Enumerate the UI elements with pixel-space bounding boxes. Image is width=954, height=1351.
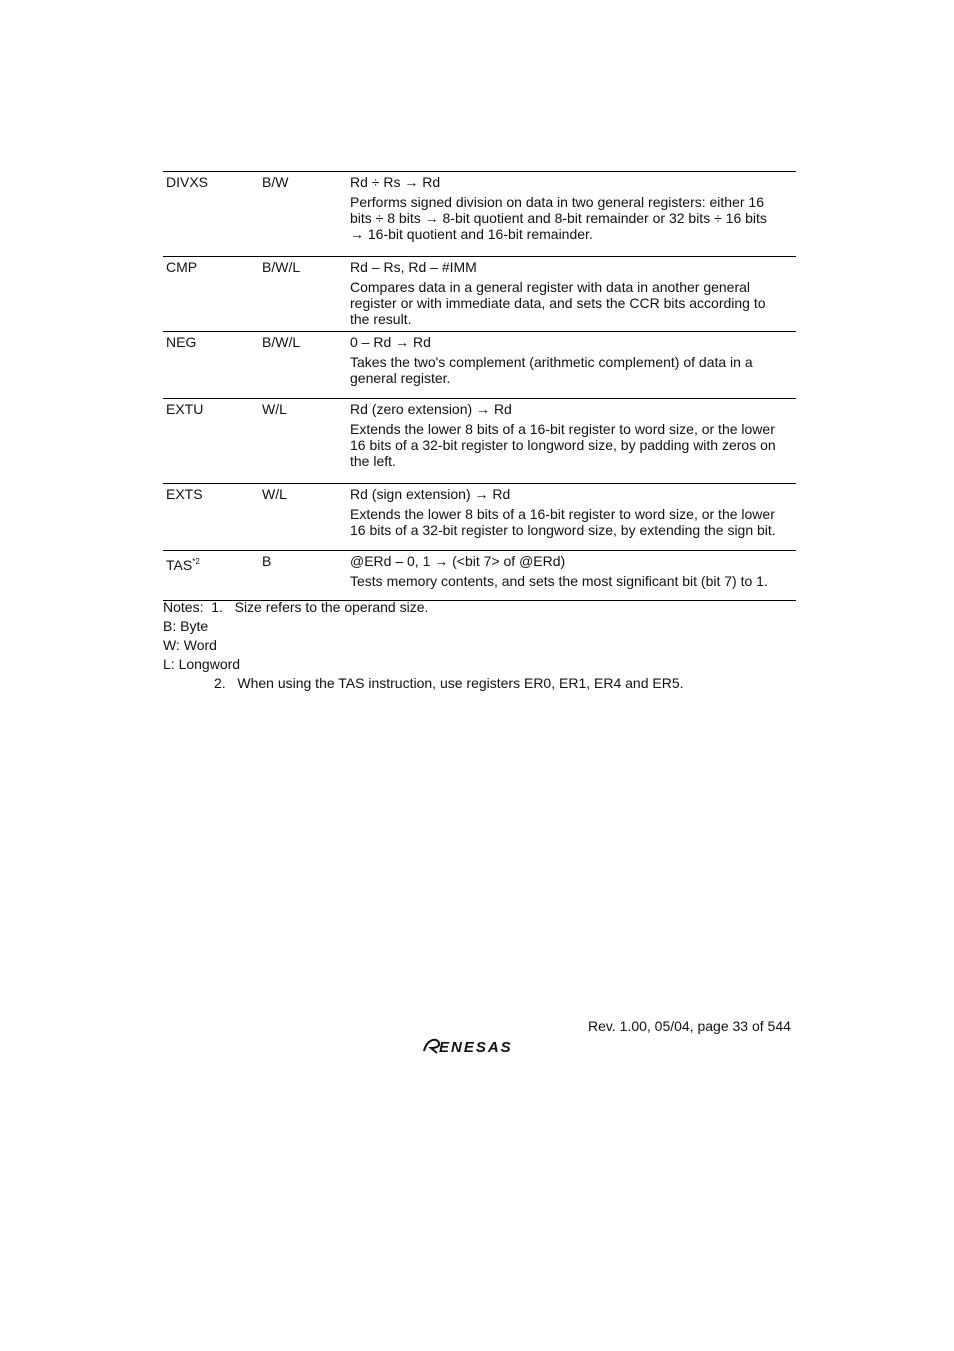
description-line: Takes the two's complement (arithmetic complement) of data in a [350,354,753,370]
mnemonic-text: TAS [166,557,193,573]
description-line: Tests memory contents, and sets the most significant bit (bit 7) to 1. [350,573,768,589]
mnemonic-cell [166,551,200,574]
description-line: → 16-bit quotient and 16-bit remainder. [350,226,593,242]
notes-label: Notes: [163,599,204,615]
svg-text:ENESAS: ENESAS [439,1039,513,1056]
description-text [350,354,796,386]
size-cell: W/L [262,401,287,417]
description-line: 16 bits of a 32-bit register to longword size, by padding with zeros on [350,437,776,453]
mnemonic-cell: EXTS [166,486,203,502]
description-line: Performs signed division on data in two general registers: either 16 [350,194,764,210]
table-row [163,172,796,256]
size-cell: W/L [262,486,287,502]
size-cell: B/W/L [262,334,301,350]
renesas-logo [421,1035,543,1060]
description-line: the left. [350,453,396,469]
size-cell: B [262,553,272,569]
mnemonic-cell: DIVXS [166,174,209,190]
function-cell [350,257,796,327]
table-row [163,483,796,550]
note-longword: L: Longword [163,656,241,672]
renesas-logo-icon [421,1035,543,1057]
description-text [350,279,796,327]
table-row [163,398,796,483]
note-text: When using the TAS instruction, use registers ER0, ER1, ER4 and ER5. [237,675,684,691]
operation-text: Rd (sign extension) → Rd [350,486,511,502]
description-text [350,506,796,538]
operation-text: 0 – Rd → Rd [350,334,431,350]
table-row [163,256,796,331]
footnote-marker: *2 [192,557,200,566]
instruction-table [163,171,796,601]
note-number: 2. [214,675,226,691]
operation-text: Rd – Rs, Rd – #IMM [350,259,477,275]
operation-text: Rd (zero extension) → Rd [350,401,512,417]
notes-section [163,598,803,693]
description-text [350,421,796,469]
function-cell [350,332,796,386]
table-row [163,550,796,600]
description-line: 16 bits of a 32-bit register to longword size, by extending the sign bit. [350,522,776,538]
mnemonic-cell: CMP [166,259,198,275]
size-cell: B/W/L [262,259,301,275]
description-line: the result. [350,311,412,327]
size-cell: B/W [262,174,289,190]
description-line: bits ÷ 8 bits → 8-bit quotient and 8-bit remainder or 32 bits ÷ 16 bits [350,210,767,226]
note-word: W: Word [163,637,217,653]
function-cell [350,172,796,242]
note-text: Size refers to the operand size. [234,599,429,615]
description-line: register or with immediate data, and sets the CCR bits according to [350,295,766,311]
description-text [350,194,796,242]
description-line: Compares data in a general register with data in another general [350,279,751,295]
description-line: general register. [350,370,451,386]
table-row [163,331,796,398]
operation-text: @ERd – 0, 1 → (<bit 7> of @ERd) [350,553,566,569]
function-cell [350,551,796,589]
note-2 [163,674,803,693]
note-number: 1. [211,599,223,615]
operation-text: Rd ÷ Rs → Rd [350,174,441,190]
mnemonic-cell: EXTU [166,401,204,417]
mnemonic-cell: NEG [166,334,197,350]
note-1 [163,598,803,617]
description-line: Extends the lower 8 bits of a 16-bit register to word size, or the lower [350,421,775,437]
description-text [350,573,796,589]
page-info: Rev. 1.00, 05/04, page 33 of 544 [588,1018,791,1034]
function-cell [350,484,796,538]
description-line: Extends the lower 8 bits of a 16-bit register to word size, or the lower [350,506,775,522]
function-cell [350,399,796,469]
note-byte: B: Byte [163,618,209,634]
